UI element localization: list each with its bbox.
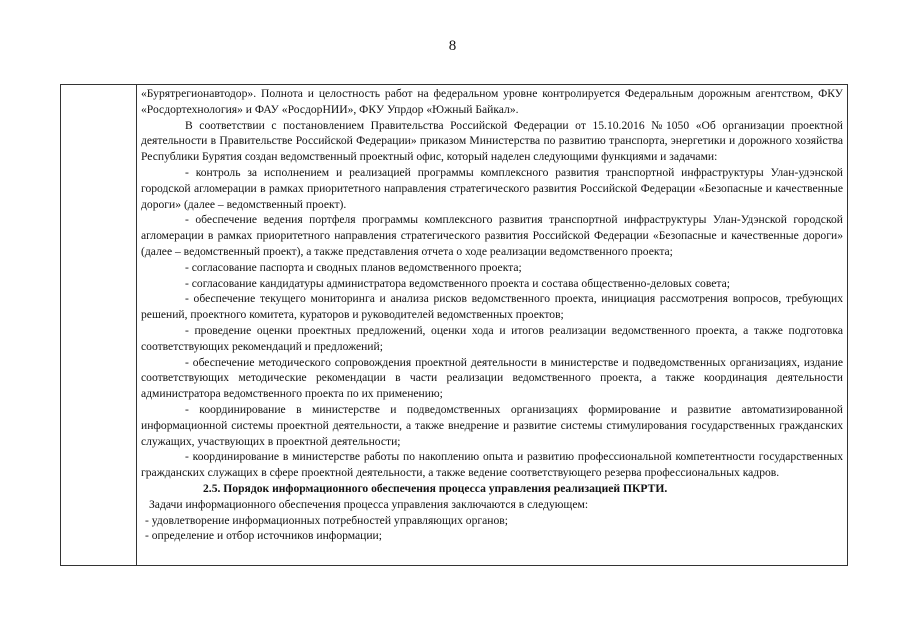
- list-item-control: - контроль за исполнением и реализацией программы комплексного развития транспортной инфраструктуры Улан-удэнской городской агломерации в рамках приоритетного направления стратегического развития Российской Федерации «Безопасные и качественные дороги» (далее – ведомственный проект).: [141, 165, 843, 211]
- paragraph-decree: В соответствии с постановлением Правительства Российской Федерации от 15.10.2016 №1050 «Об организации проектной деятельности в Правительстве Российской Федерации» приказом Министерства по развитию транспорта, энергетики и дорожного хозяйства Республики Бурятия создан ведомственный проектный офис, который наделен следующими функциями и задачами:: [141, 118, 843, 164]
- list-item-methodology: - обеспечение методического сопровождения проектной деятельности в министерстве и подведомственных организациях, издание соответствующих методические рекомендации в части реализации ведомственного проекта, а также координация деятельности администратора ведомственного проекта по их применению;: [141, 355, 843, 401]
- list-item-monitoring: - обеспечение текущего мониторинга и анализа рисков ведомственного проекта, инициация рассмотрения вопросов, требующих решений, проектного комитета, кураторов и руководителей ведомственных проектов;: [141, 292, 843, 322]
- list-item-sources: - определение и отбор источников информации;: [145, 529, 382, 543]
- list-item-needs: - удовлетворение информационных потребностей управляющих органов;: [145, 513, 508, 527]
- table-left-column: [61, 85, 137, 565]
- list-item-information-system: - координирование в министерстве и подведомственных организациях формирование и развитие автоматизированной информационной системы проектной деятельности, а также внедрение и развитие системы стимулирования государственных гражданских служащих, участвующих в проектной деятельности;: [141, 402, 843, 448]
- list-item-competence: - координирование в министерстве работы по накоплению опыта и развитию профессиональной компетентности государственных гражданских служащих в сфере проектной деятельности, а также ведение соответствующего резерва профессиональных кадров.: [141, 450, 843, 480]
- list-item-administrator: - согласование кандидатуры администратора ведомственного проекта и состава общественно-деловых совета;: [185, 276, 730, 290]
- list-item-passport: - согласование паспорта и сводных планов ведомственного проекта;: [185, 260, 522, 274]
- paragraph-tasks: Задачи информационного обеспечения процесса управления заключаются в следующем:: [149, 497, 589, 511]
- table-text-cell: [137, 85, 847, 565]
- section-heading: 2.5. Порядок информационного обеспечения процесса управления реализацией ПКРТИ.: [203, 481, 668, 495]
- list-item-portfolio: - обеспечение ведения портфеля программы комплексного развития транспортной инфраструктуры Улан-Удэнской городской агломерации в рамках приоритетного направления стратегического развития Российской Федерации «Безопасные и качественные дороги» (далее – ведомственный проект), а также представления отчета о ходе реализации ведомственного проекта;: [141, 213, 843, 258]
- document-table: [60, 84, 848, 566]
- list-item-evaluation: - проведение оценки проектных предложений, оценки хода и итогов реализации ведомственного проекта, а также подготовка соответствующих рекомендаций и предложений;: [141, 323, 843, 353]
- page-number: 8: [448, 38, 457, 54]
- paragraph-continuation: «Бурятрегионавтодор». Полнота и целостность работ на федеральном уровне контролируется Федеральным дорожным агентством, ФКУ «Росдортехнология» и ФАУ «РосдорНИИ», ФКУ Упрдор «Южный Байкал».: [141, 87, 843, 116]
